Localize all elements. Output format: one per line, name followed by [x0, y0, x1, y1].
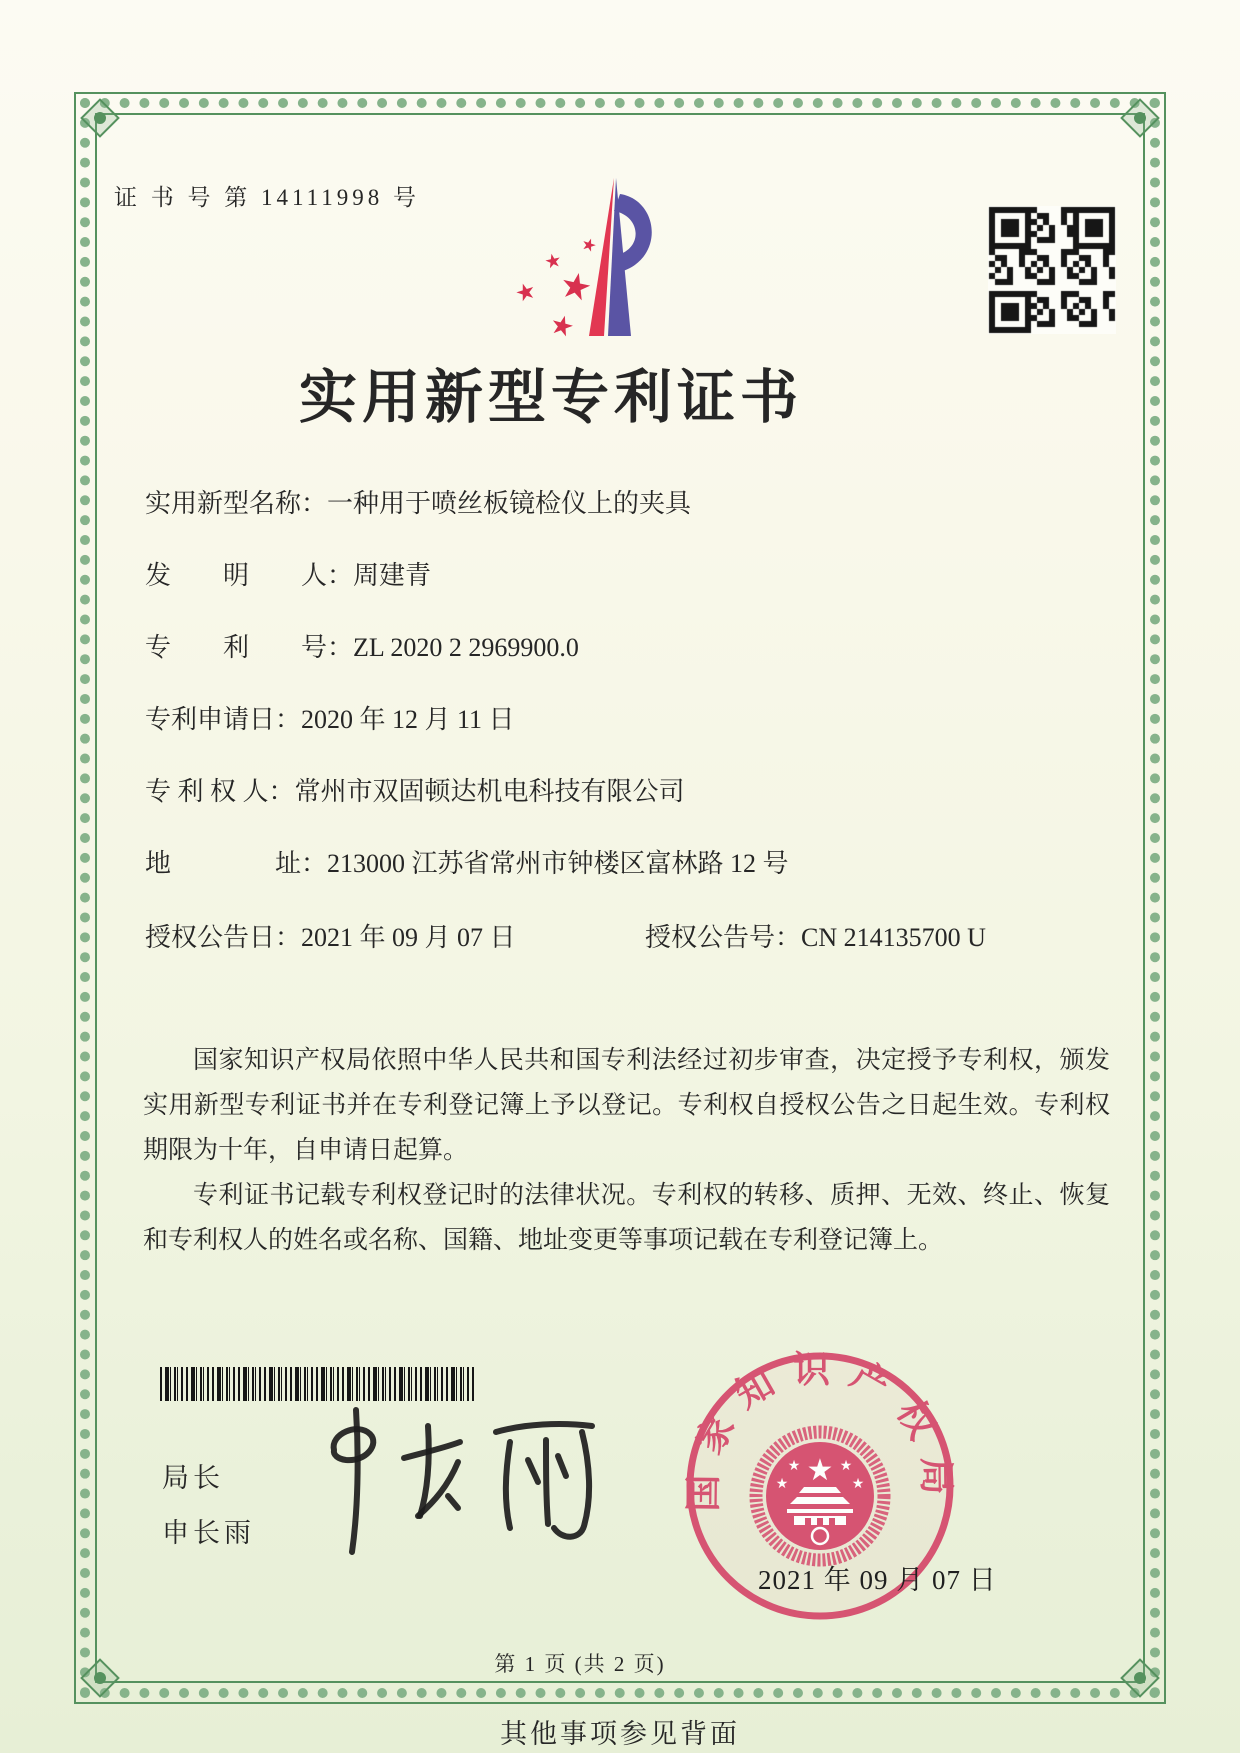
- grant-number: [645, 917, 986, 954]
- svg-text:★: ★: [775, 1477, 789, 1492]
- body-paragraph-1: 国家知识产权局依照中华人民共和国专利法经过初步审查，决定授予专利权，颁发实用新型专利证书并在专利登记簿上予以登记。专利权自授权公告之日起生效。专利权期限为十年，自申请日起算。: [143, 1047, 1110, 1164]
- grant-date-value: 2021 年 09 月 07 日: [301, 923, 516, 952]
- page-number-footer: 第 1 页 (共 2 页): [494, 1652, 666, 1676]
- svg-text:★: ★: [839, 1459, 853, 1474]
- field-value: 213000 江苏省常州市钟楼区富林路 12 号: [327, 849, 789, 878]
- grant-date-label: 授权公告日：: [145, 923, 302, 952]
- field-value: 常州市双固顿达机电科技有限公司: [294, 777, 685, 806]
- field-list: [145, 489, 789, 878]
- field-label: 专 利 号：: [145, 633, 354, 662]
- director-name: 申长雨: [162, 1518, 255, 1548]
- grant-number-value: CN 214135700 U: [801, 923, 986, 952]
- national-emblem-icon: [756, 1432, 884, 1560]
- back-side-note: 其他事项参见背面: [500, 1719, 740, 1749]
- qr-code-image: [988, 206, 1116, 334]
- director-title: 局长: [162, 1463, 224, 1493]
- field-value: ZL 2020 2 2969900.0: [353, 633, 579, 662]
- legal-body-text: [143, 1038, 1110, 1263]
- signature-image: [300, 1398, 645, 1573]
- field-label: 专 利 权 人：: [145, 777, 295, 806]
- field-row-inventor: [145, 561, 789, 590]
- seal-arc-text: 国家知识产权局: [683, 1349, 957, 1512]
- logo-star: ★: [542, 249, 564, 274]
- logo-star: ★: [578, 233, 600, 257]
- grant-number-label: 授权公告号：: [645, 923, 802, 952]
- field-label: 地 址：: [145, 849, 328, 878]
- svg-text:★: ★: [787, 1459, 801, 1474]
- seal-date: 2021 年 09 月 07 日: [758, 1565, 997, 1595]
- field-label: 专利申请日：: [145, 705, 302, 734]
- field-label: 实用新型名称：: [145, 489, 328, 518]
- logo-star: ★: [556, 263, 596, 310]
- field-row-address: [145, 849, 789, 878]
- cnipa-logo-icon: [462, 174, 662, 344]
- logo-star: ★: [511, 277, 540, 308]
- body-paragraph-2: 专利证书记载专利权登记时的法律状况。专利权的转移、质押、无效、终止、恢复和专利权人的姓名或名称、国籍、地址变更等事项记载在专利登记簿上。: [143, 1182, 1110, 1254]
- certificate-number: 证 书 号 第 14111998 号: [114, 185, 421, 210]
- field-value: 2020 年 12 月 11 日: [301, 705, 515, 734]
- field-row-patent-number: [145, 633, 789, 662]
- logo-star: ★: [546, 308, 578, 344]
- barcode-image: [160, 1367, 476, 1401]
- field-label: 发 明 人：: [145, 561, 354, 590]
- svg-text:★: ★: [851, 1477, 865, 1492]
- field-row-name: [145, 489, 789, 518]
- svg-text:★: ★: [806, 1454, 834, 1487]
- page-title: 实用新型专利证书: [298, 365, 803, 430]
- field-row-patentee: [145, 777, 789, 806]
- field-value: 一种用于喷丝板镜检仪上的夹具: [327, 489, 692, 518]
- field-value: 周建青: [353, 561, 432, 590]
- grant-row: [145, 917, 1110, 954]
- field-row-filing-date: [145, 705, 789, 734]
